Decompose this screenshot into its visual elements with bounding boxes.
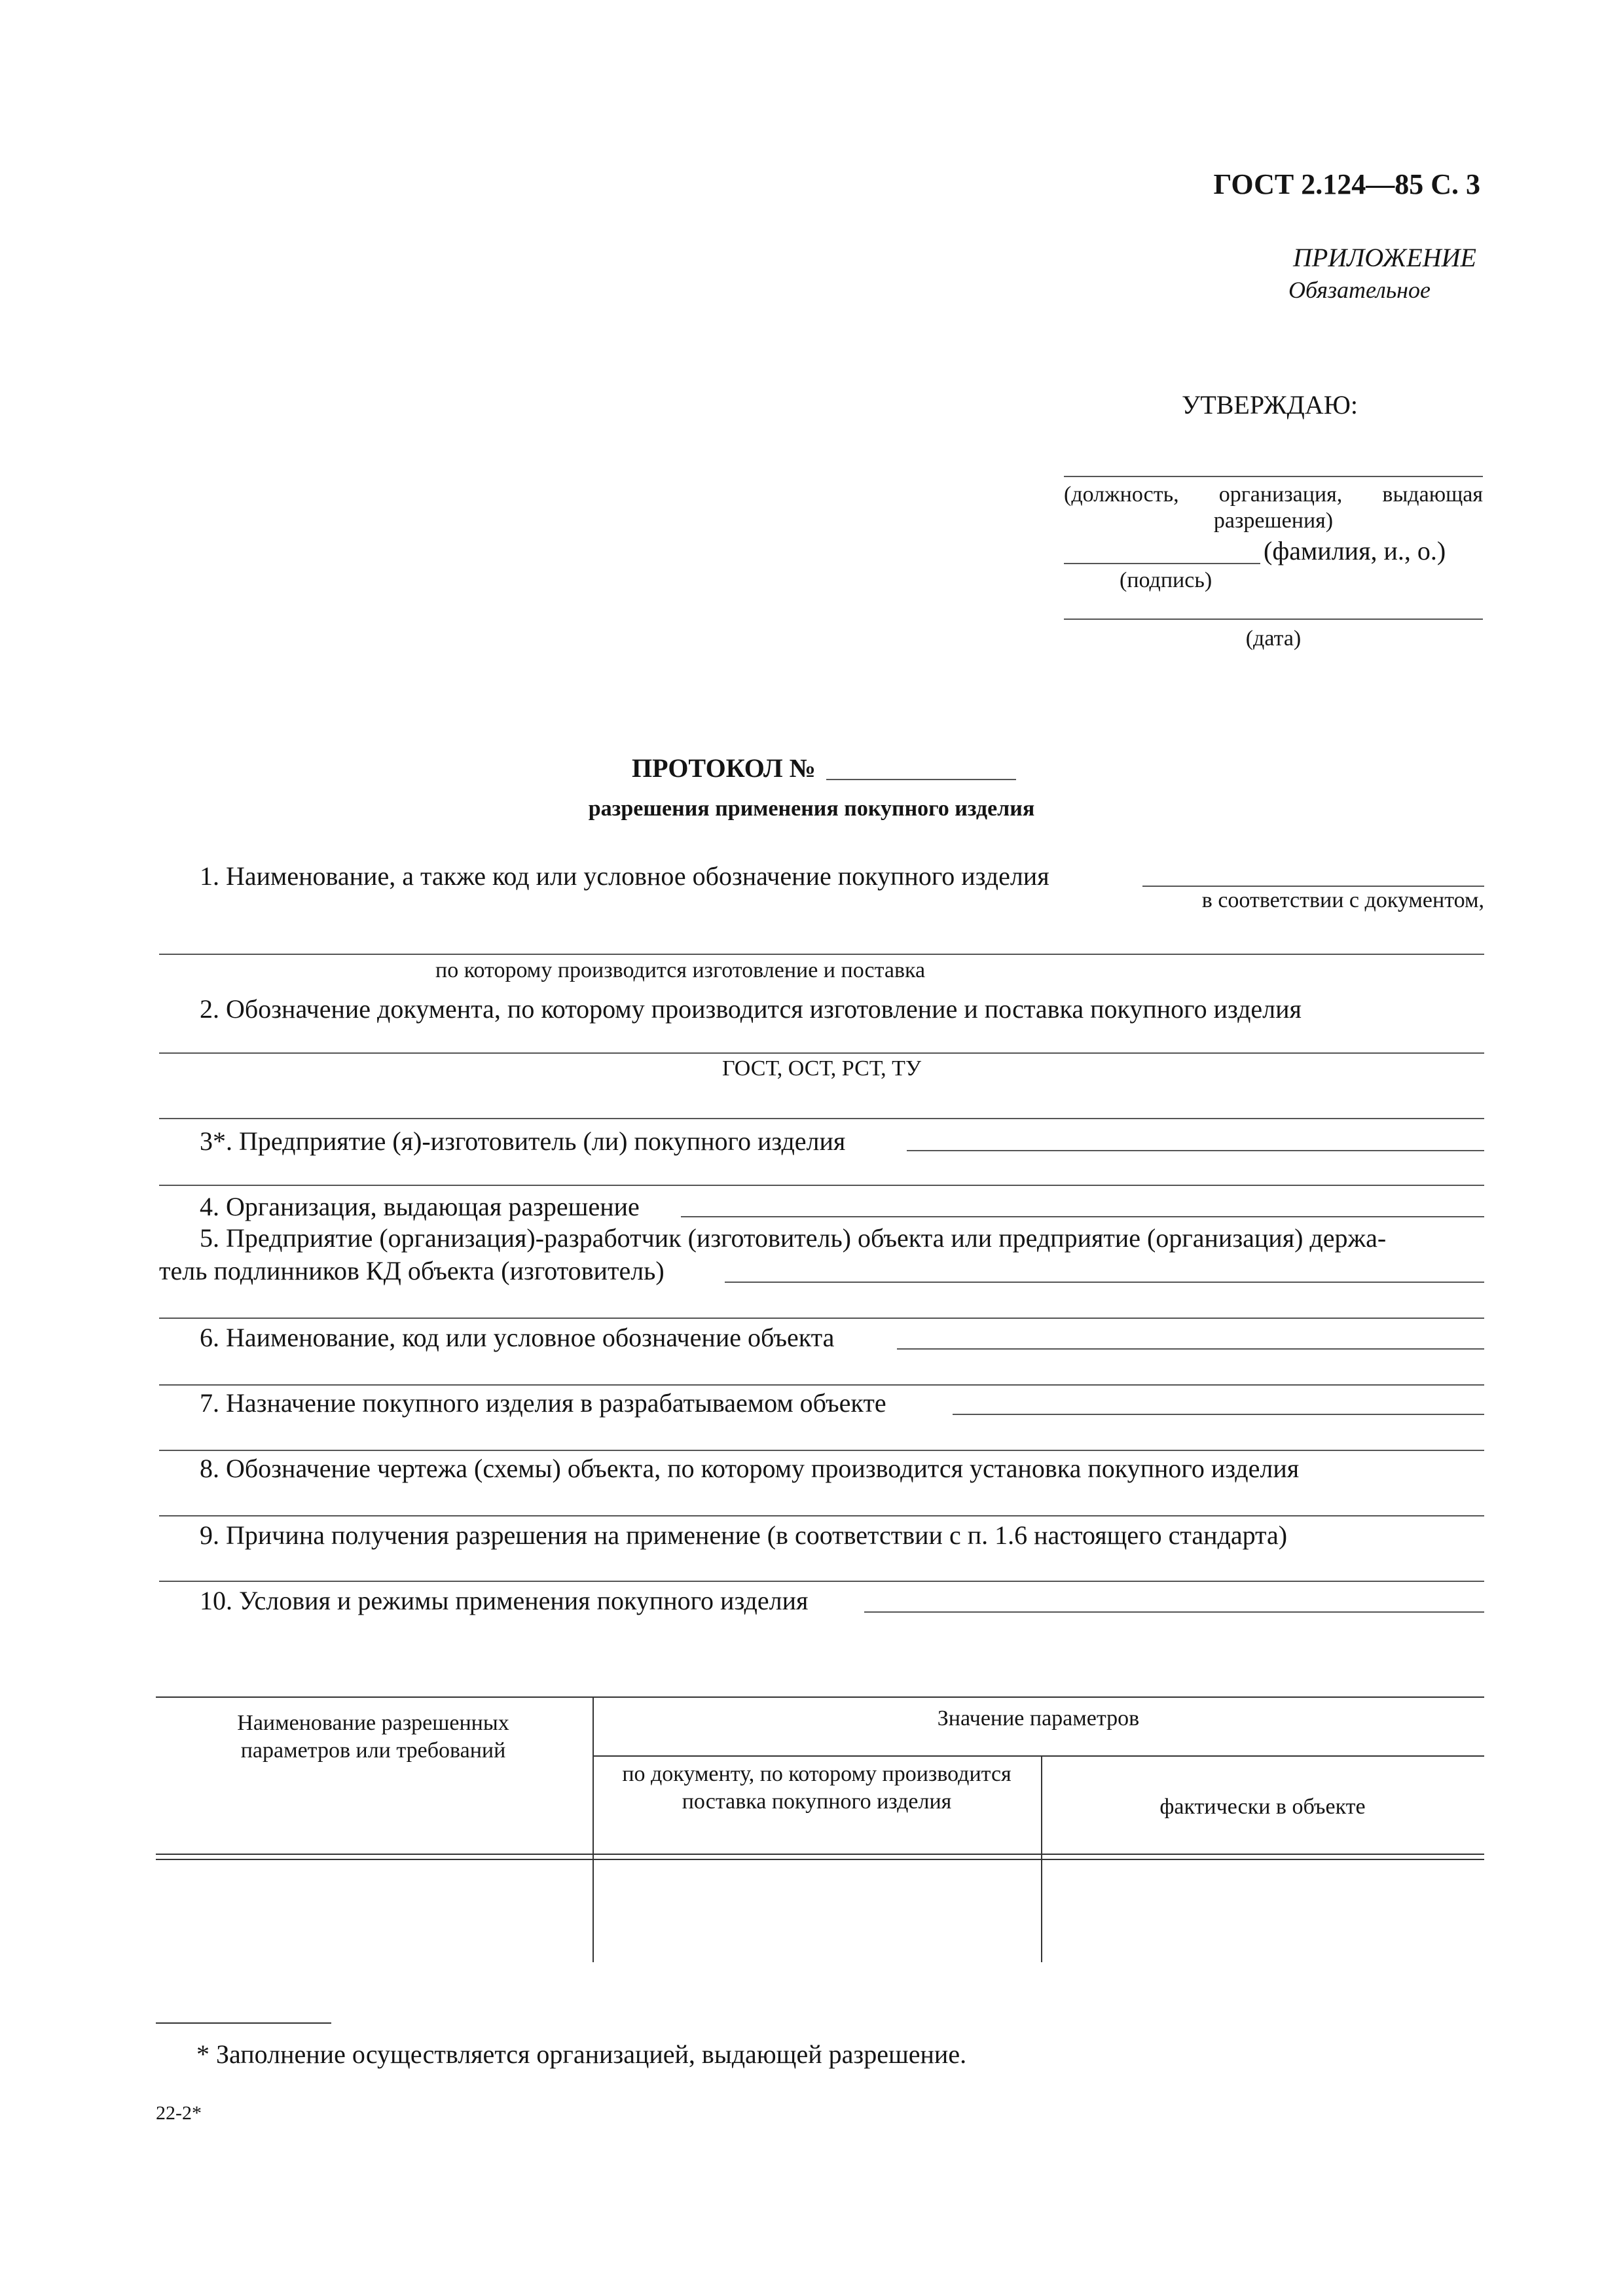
item-3-continuation-line <box>159 1185 1484 1186</box>
item-6-fill-line <box>897 1348 1484 1350</box>
table-group-divider <box>593 1755 1484 1757</box>
item-2-note: ГОСТ, ОСТ, РСТ, ТУ <box>721 1056 922 1081</box>
item-4-label: 4. Организация, выдающая разрешение <box>200 1192 640 1221</box>
item-2-fill-line <box>159 1052 1484 1054</box>
table-col1-header: Наименование разрешенных параметров или требований <box>237 1711 509 1763</box>
name-caption: (фамилия, и., о.) <box>1264 536 1446 565</box>
item-3-label: 3*. Предприятие (я)-изготовитель (ли) покупного изделия <box>200 1126 846 1156</box>
footnote-separator <box>156 2022 331 2024</box>
date-line <box>1064 619 1483 620</box>
item-3-fill-line <box>907 1150 1484 1151</box>
table-col3-header: фактически в объекте <box>1159 1795 1366 1819</box>
protocol-number-line <box>826 779 1016 780</box>
item-5-label-line2: тель подлинников КД объекта (изготовитель) <box>159 1256 665 1285</box>
table-header-border-2 <box>156 1859 1484 1860</box>
item-2-continuation-line <box>159 1118 1484 1119</box>
item-8-fill-line <box>159 1515 1484 1516</box>
table-header-border-1 <box>156 1854 1484 1855</box>
item-1-note2: по которому производится изготовление и поставка <box>435 958 926 982</box>
item-5-continuation-line <box>159 1318 1484 1319</box>
item-8-label: 8. Обозначение чертежа (схемы) объекта, по которому производится установка покупного изделия <box>200 1454 1300 1483</box>
appendix-label: ПРИЛОЖЕНИЕ <box>1293 243 1476 272</box>
item-7-label: 7. Назначение покупного изделия в разрабатываемом объекте <box>200 1388 886 1418</box>
item-4-fill-line <box>681 1216 1484 1217</box>
table-column-divider-1 <box>593 1696 594 1962</box>
approve-label: УТВЕРЖДАЮ: <box>1182 390 1358 420</box>
item-9-fill-line <box>159 1581 1484 1582</box>
table-col2-header: по документу, по которому производится поставка покупного изделия <box>622 1762 1012 1814</box>
item-10-label: 10. Условия и режимы применения покупного изделия <box>200 1586 809 1615</box>
position-caption-line1: (должность, организация, выдающая <box>1064 482 1483 507</box>
item-7-continuation-line <box>159 1450 1484 1451</box>
page-code: 22-2* <box>156 2102 202 2124</box>
position-line <box>1064 476 1483 477</box>
item-10-fill-line <box>864 1611 1484 1613</box>
date-caption: (дата) <box>1245 626 1302 651</box>
position-caption-line2: разрешения) <box>1213 509 1334 533</box>
protocol-subtitle: разрешения применения покупного изделия <box>588 797 1035 821</box>
signature-line <box>1064 563 1260 564</box>
item-7-fill-line <box>953 1414 1484 1415</box>
table-top-border <box>156 1696 1484 1698</box>
gost-reference: ГОСТ 2.124—85 С. 3 <box>1213 168 1480 200</box>
footnote-text: * Заполнение осуществляется организацией, выдающей разрешение. <box>196 2039 967 2069</box>
item-1-note: в соответствии с документом, <box>1201 888 1484 912</box>
table-group-header: Значение параметров <box>937 1706 1140 1731</box>
item-2-label: 2. Обозначение документа, по которому производится изготовление и поставка покупного изделия <box>200 994 1302 1024</box>
item-5-label-line1: 5. Предприятие (организация)-разработчик (изготовитель) объекта или предприятие (организация) держа- <box>200 1223 1387 1253</box>
item-6-label: 6. Наименование, код или условное обозначение объекта <box>200 1323 835 1352</box>
item-9-label: 9. Причина получения разрешения на применение (в соответствии с п. 1.6 настоящего стандарта) <box>200 1520 1288 1550</box>
item-1-label: 1. Наименование, а также код или условное обозначение покупного изделия <box>200 861 1049 891</box>
item-1-continuation-line <box>159 954 1484 955</box>
item-5-fill-line <box>725 1282 1484 1283</box>
mandatory-label: Обязательное <box>1288 277 1431 303</box>
item-6-continuation-line <box>159 1384 1484 1386</box>
protocol-title: ПРОТОКОЛ № <box>632 753 816 783</box>
table-column-divider-2 <box>1041 1755 1042 1962</box>
signature-caption: (подпись) <box>1120 568 1213 592</box>
